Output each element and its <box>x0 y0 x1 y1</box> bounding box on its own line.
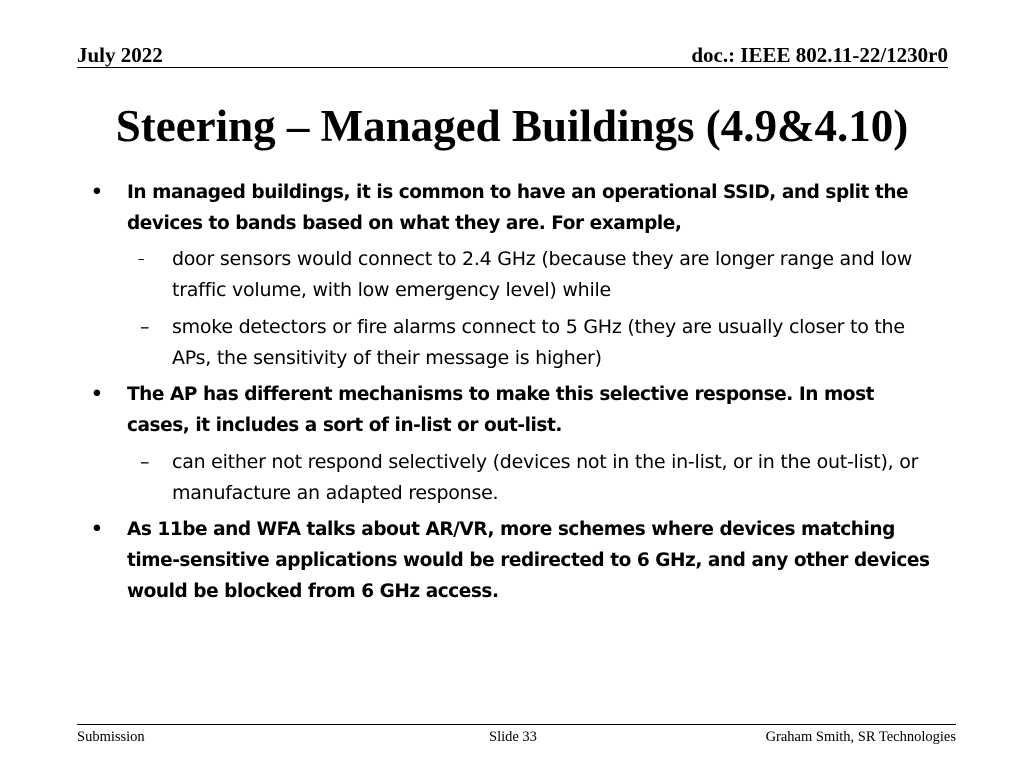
sub-bullet-item: smoke detectors or fire alarms connect to 5 GHz (they are usually closer to the APs, the sensitivity of their message is higher) <box>172 316 905 369</box>
dash-marker: – <box>140 451 150 473</box>
bullet-marker: • <box>91 182 103 203</box>
bullet-item: As 11be and WFA talks about AR/VR, more schemes where devices matching time-sensitive applications would be redirected to 6 GHz, and any other devices would be blocked from 6 GHz access. <box>127 519 930 602</box>
header-doc-id: doc.: IEEE 802.11-22/1230r0 <box>691 43 948 67</box>
footer-author: Graham Smith, SR Technologies <box>765 729 956 745</box>
header-date: July 2022 <box>77 43 163 67</box>
footer-divider <box>77 724 956 725</box>
header-divider <box>77 67 948 68</box>
dash-marker: – <box>138 252 145 267</box>
bullet-item: In managed buildings, it is common to have an operational SSID, and split the devices to bands based on what they are. For example, <box>127 182 909 234</box>
dash-marker: – <box>140 316 150 338</box>
bullet-item: The AP has different mechanisms to make this selective response. In most cases, it includes a sort of in-list or out-list. <box>127 384 875 436</box>
sub-bullet-item: door sensors would connect to 2.4 GHz (because they are longer range and low traffic volume, with low emergency level) while <box>172 248 913 301</box>
footer-submission: Submission <box>77 729 145 745</box>
sub-bullet-item: can either not respond selectively (devices not in the in-list, or in the out-list), or manufacture an adapted response. <box>172 451 919 504</box>
footer-slide-number: Slide 33 <box>489 729 537 745</box>
slide-title: Steering – Managed Buildings (4.9&4.10) <box>115 101 909 151</box>
bullet-marker: • <box>91 384 103 405</box>
bullet-marker: • <box>91 519 103 540</box>
